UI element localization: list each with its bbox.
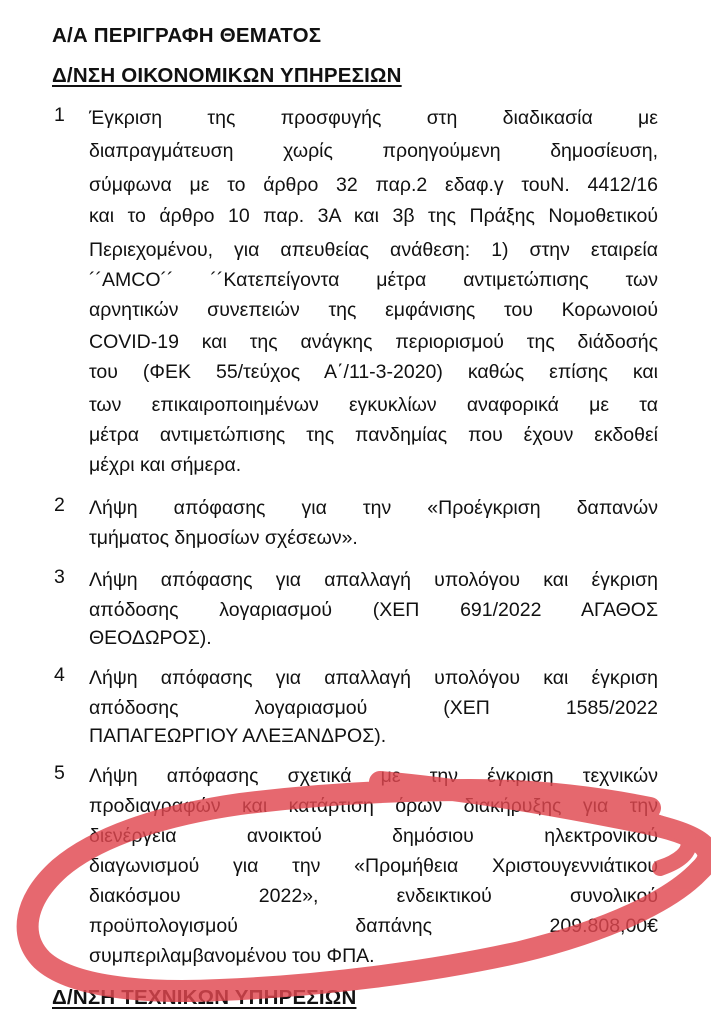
item-number: 1 bbox=[54, 104, 65, 126]
item-line: ΠΑΠΑΓΕΩΡΓΙΟΥ ΑΛΕΞΑΝΔΡΟΣ). bbox=[89, 725, 387, 747]
item-line: σύμφωνα με το άρθρο 32 παρ.2 εδαφ.γ τουΝ. 4412/16 bbox=[89, 174, 658, 196]
item-line: διαγωνισμού για την «Προμήθεια Χριστουγεννιάτικου bbox=[89, 855, 658, 877]
item-number: 4 bbox=[54, 664, 65, 686]
item-line: αρνητικών συνεπειών της εμφάνισης του Κορωνοιού bbox=[89, 299, 658, 321]
item-line: απόδοσης λογαριασμού (ΧΕΠ 691/2022 ΑΓΑΘΟΣ bbox=[89, 599, 658, 621]
item-line: και το άρθρο 10 παρ. 3Α και 3β της Πράξης Νομοθετικού bbox=[89, 205, 658, 227]
item-line: Έγκριση της προσφυγής στη διαδικασία με bbox=[89, 107, 658, 129]
item-line: διενέργεια ανοικτού δημόσιου ηλεκτρονικού bbox=[89, 825, 658, 847]
item-line: προϋπολογισμού δαπάνης 209.808,00€ bbox=[89, 915, 658, 937]
item-line: COVID-19 και της ανάγκης περιορισμού της διάδοσής bbox=[89, 331, 658, 353]
item-line: μέχρι και σήμερα. bbox=[89, 454, 242, 476]
item-line: Λήψη απόφασης για απαλλαγή υπολόγου και έγκριση bbox=[89, 569, 658, 591]
item-line: Περιεχομένου, για απευθείας ανάθεση: 1) στην εταιρεία bbox=[89, 239, 658, 261]
item-number: 3 bbox=[54, 566, 65, 588]
document-title: Α/Α ΠΕΡΙΓΡΑΦΗ ΘΕΜΑΤΟΣ bbox=[52, 24, 322, 47]
item-line: Λήψη απόφασης για απαλλαγή υπολόγου και έγκριση bbox=[89, 667, 658, 689]
section-heading-technical: Δ/ΝΣΗ ΤΕΧΝΙΚΩΝ ΥΠΗΡΕΣΙΩΝ bbox=[52, 986, 357, 1009]
item-line: τμήματος δημοσίων σχέσεων». bbox=[89, 527, 358, 549]
item-line: Λήψη απόφασης σχετικά με την έγκριση τεχνικών bbox=[89, 765, 658, 787]
item-line: Λήψη απόφασης για την «Προέγκριση δαπανών bbox=[89, 497, 658, 519]
item-line: του (ΦΕΚ 55/τεύχος Α΄/11-3-2020) καθώς επίσης και bbox=[89, 361, 658, 383]
section-heading-financial: Δ/ΝΣΗ ΟΙΚΟΝΟΜΙΚΩΝ ΥΠΗΡΕΣΙΩΝ bbox=[52, 64, 402, 87]
item-line: διακόσμου 2022», ενδεικτικού συνολικού bbox=[89, 885, 658, 907]
item-line: ´´AMCO´´ ´´Κατεπείγοντα μέτρα αντιμετώπισης των bbox=[89, 269, 658, 291]
item-line: απόδοσης λογαριασμού (ΧΕΠ 1585/2022 bbox=[89, 697, 658, 719]
item-number: 2 bbox=[54, 494, 65, 516]
item-line: διαπραγμάτευση χωρίς προηγούμενη δημοσίευση, bbox=[89, 140, 658, 162]
item-line: συμπεριλαμβανομένου του ΦΠΑ. bbox=[89, 945, 375, 967]
item-line: προδιαγραφών και κατάρτιση όρων διακήρυξης για την bbox=[89, 795, 658, 817]
item-line: μέτρα αντιμετώπισης της πανδημίας που έχουν εκδοθεί bbox=[89, 424, 658, 446]
item-line: ΘΕΟΔΩΡΟΣ). bbox=[89, 627, 212, 649]
item-line: των επικαιροποιημένων εγκυκλίων αναφορικά με τα bbox=[89, 394, 658, 416]
item-number: 5 bbox=[54, 762, 65, 784]
